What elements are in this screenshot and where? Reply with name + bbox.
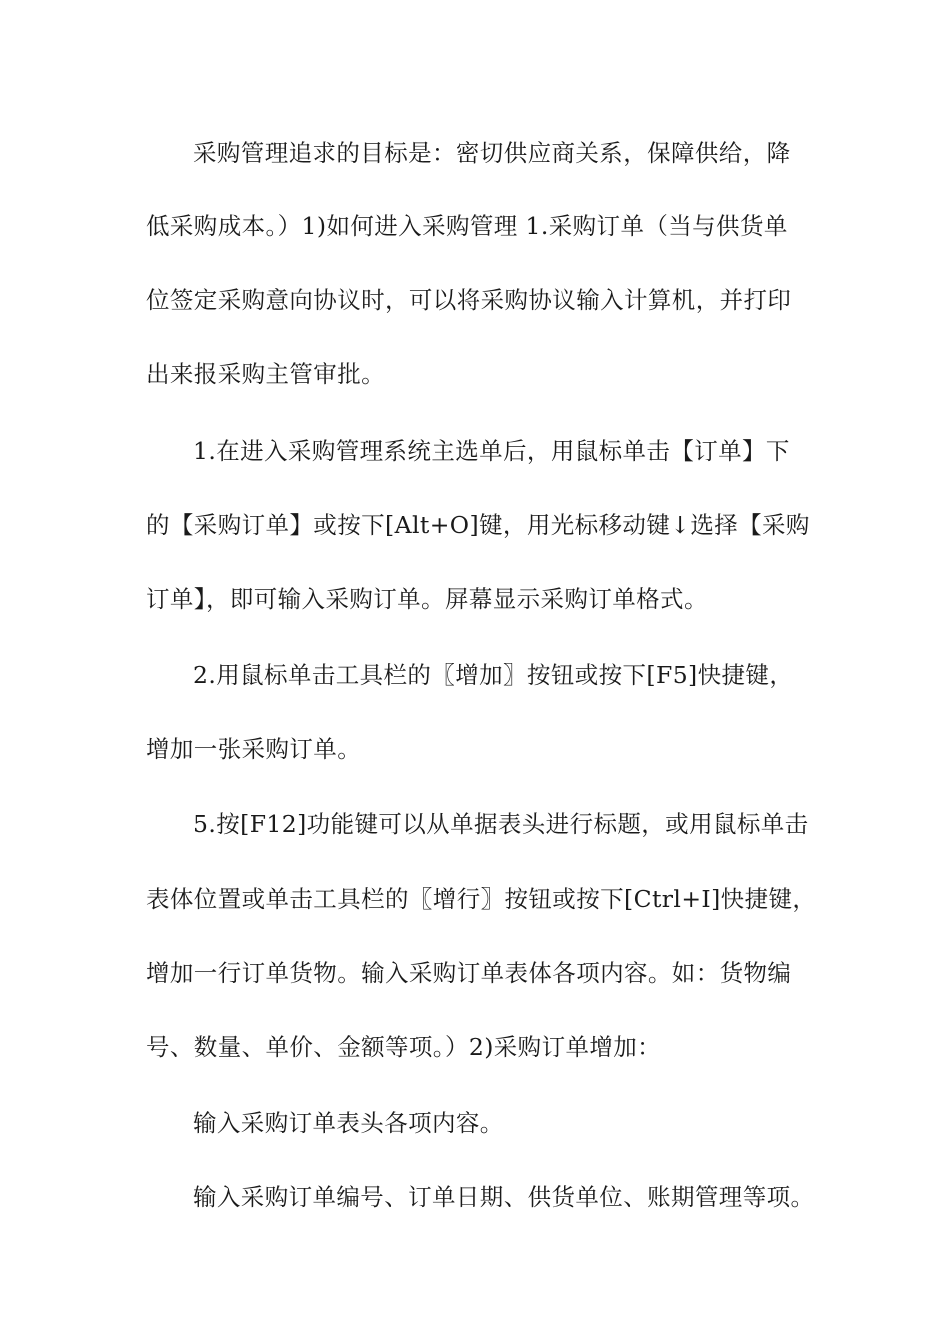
paragraph-line: 5.按[F12]功能键可以从单据表头进行标题，或用鼠标单击 <box>193 810 809 838</box>
paragraph-line: 的【采购订单】或按下[Alt+O]键，用光标移动键↓选择【采购 <box>146 511 810 539</box>
paragraph-line: 订单】，即可输入采购订单。屏幕显示采购订单格式。 <box>146 585 708 613</box>
paragraph-line: 采购管理追求的目标是：密切供应商关系，保障供给，降 <box>193 139 791 167</box>
paragraph-line: 输入采购订单编号、订单日期、供货单位、账期管理等项。 <box>193 1183 815 1211</box>
paragraph-line: 号、数量、单价、金额等项。）2)采购订单增加： <box>146 1033 662 1061</box>
paragraph-line: 位签定采购意向协议时，可以将采购协议输入计算机，并打印 <box>146 286 792 314</box>
paragraph-line: 表体位置或单击工具栏的〖增行〗按钮或按下[Ctrl+I]快捷键， <box>146 885 817 913</box>
paragraph-line: 增加一行订单货物。输入采购订单表体各项内容。如：货物编 <box>146 959 792 987</box>
paragraph-line: 增加一张采购订单。 <box>146 735 362 763</box>
paragraph-line: 输入采购订单表头各项内容。 <box>193 1109 504 1137</box>
paragraph-line: 2.用鼠标单击工具栏的〖增加〗按钮或按下[F5]快捷键， <box>193 661 794 689</box>
paragraph-line: 1.在进入采购管理系统主选单后，用鼠标单击【订单】下 <box>193 437 790 465</box>
paragraph-line: 低采购成本。）1)如何进入采购管理 1.采购订单（当与供货单 <box>146 212 788 240</box>
paragraph-line: 出来报采购主管审批。 <box>146 360 385 388</box>
